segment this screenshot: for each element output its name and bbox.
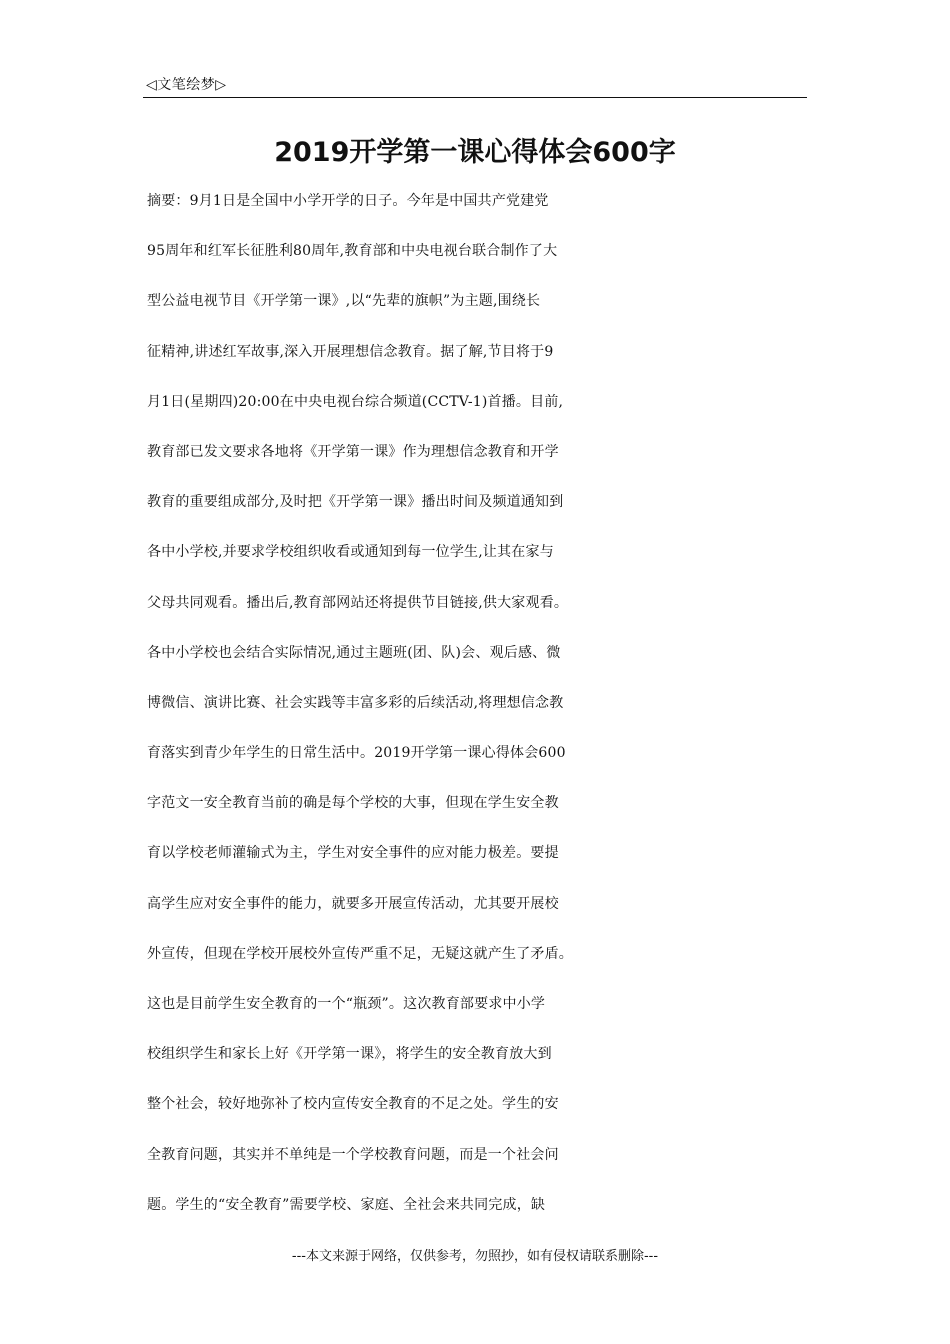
body-line: 字范文一安全教育当前的确是每个学校的大事，但现在学生安全教 xyxy=(147,795,559,812)
body-line: 题。学生的“安全教育”需要学校、家庭、全社会来共同完成，缺 xyxy=(147,1196,546,1213)
footer-disclaimer: ---本文来源于网络，仅供参考，勿照抄，如有侵权请联系删除--- xyxy=(291,1249,659,1264)
body-line: 校组织学生和家长上好《开学第一课》，将学生的安全教育放大到 xyxy=(147,1046,552,1063)
header-divider xyxy=(143,97,807,98)
body-line: 教育部已发文要求各地将《开学第一课》作为理想信念教育和开学 xyxy=(147,443,559,460)
body-line: 外宣传，但现在学校开展校外宣传严重不足，无疑这就产生了矛盾。 xyxy=(147,945,573,962)
body-line: 全教育问题，其实并不单纯是一个学校教育问题，而是一个社会问 xyxy=(147,1146,559,1163)
document-body xyxy=(147,180,837,1234)
body-line: 这也是目前学生安全教育的一个“瓶颈”。这次教育部要求中小学 xyxy=(147,996,546,1012)
body-line: 博微信、演讲比赛、社会实践等丰富多彩的后续活动,将理想信念教 xyxy=(147,694,564,711)
header-brand: ◁文笔绘梦▷ xyxy=(146,77,227,93)
body-line: 摘要：9月1日是全国中小学开学的日子。今年是中国共产党建党 xyxy=(147,193,549,209)
body-line: 各中小学校也会结合实际情况,通过主题班(团、队)会、观后感、微 xyxy=(147,644,561,661)
body-line: 95周年和红军长征胜利80周年,教育部和中央电视台联合制作了大 xyxy=(147,243,558,260)
body-line: 各中小学校,并要求学校组织收看或通知到每一位学生,让其在家与 xyxy=(147,544,554,561)
body-line: 育以学校老师灌输式为主，学生对安全事件的应对能力极差。要提 xyxy=(147,845,559,862)
body-line: 月1日(星期四)20:00在中央电视台综合频道(CCTV-1)首播。目前, xyxy=(147,393,564,410)
body-line: 高学生应对安全事件的能力，就要多开展宣传活动，尤其要开展校 xyxy=(147,895,559,912)
body-line: 父母共同观看。播出后,教育部网站还将提供节目链接,供大家观看。 xyxy=(147,594,569,611)
body-line: 育落实到青少年学生的日常生活中。2019开学第一课心得体会600 xyxy=(147,745,566,762)
body-line: 整个社会，较好地弥补了校内宣传安全教育的不足之处。学生的安 xyxy=(147,1096,559,1113)
body-line: 教育的重要组成部分,及时把《开学第一课》播出时间及频道通知到 xyxy=(147,494,564,511)
body-line: 型公益电视节目《开学第一课》,以“先辈的旗帜”为主题,围绕长 xyxy=(147,293,541,310)
body-line: 征精神,讲述红军故事,深入开展理想信念教育。据了解,节目将于9 xyxy=(147,343,554,360)
document-title: 2019开学第一课心得体会600字 xyxy=(274,137,676,168)
